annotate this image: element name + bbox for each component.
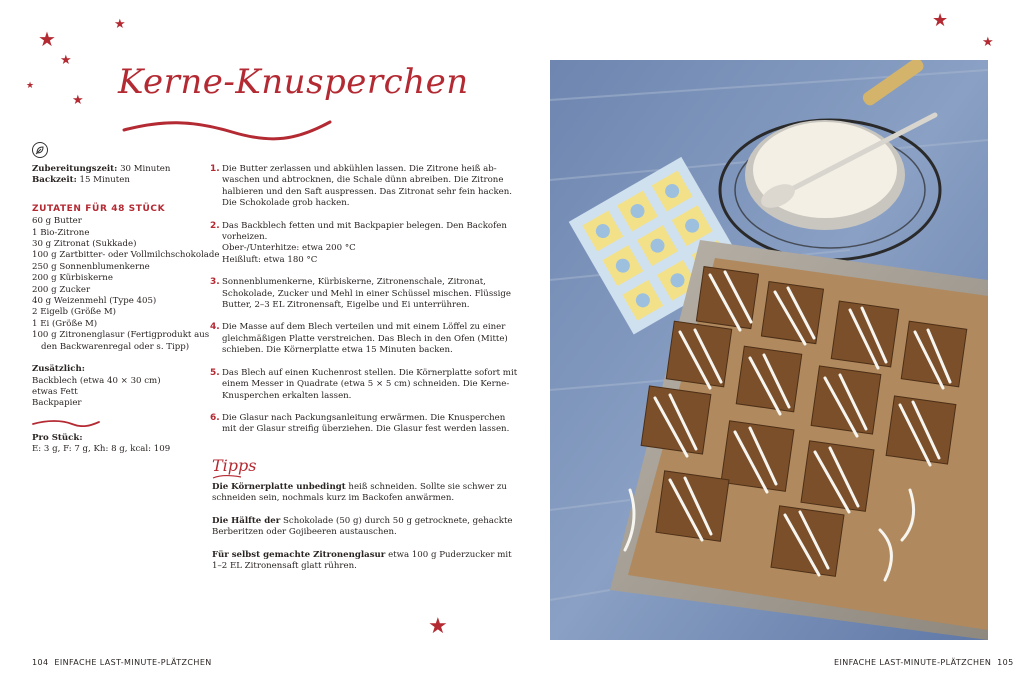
step-number: 3. [210, 277, 220, 288]
chapter-title-right: EINFACHE LAST-MINUTE-PLÄTZCHEN [834, 658, 992, 667]
leaf-icon [32, 142, 48, 158]
ingredient-item: 1 Bio-Zitrone [32, 227, 90, 238]
ingredient-item: 200 g Kürbiskerne [32, 273, 113, 284]
recipe-title-block [118, 62, 469, 142]
page-number-left: 104 [32, 658, 49, 667]
star-icon: ★ [60, 53, 72, 68]
ingredient-item: den Backwarenregal oder s. Tipp) [41, 341, 190, 352]
footer-right [834, 658, 1014, 667]
ingredient-item: 250 g Sonnenblumenkerne [32, 261, 150, 272]
bake-time: Backzeit: 15 Minuten [32, 175, 130, 186]
chapter-title-left: EINFACHE LAST-MINUTE-PLÄTZCHEN [54, 658, 212, 667]
tipps-list [212, 482, 513, 583]
instruction-step: 5. Das Blech auf einen Kuchenrost stellen. Die Körnerplatte sofort mit einem Messer in Quadrate (etwa 5 × 5 cm) schneiden. Die Kerne- Knusperchen erkalten lassen. [210, 367, 518, 401]
small-wave-divider [32, 419, 100, 427]
tip-item: Die Körnerplatte unbedingt heiß schneiden. Sollte sie schwer zu schneiden sein, nochmals kurz im Backofen anwärmen. [212, 482, 507, 504]
ingredient-item: 40 g Weizenmehl (Type 405) [32, 296, 157, 307]
star-icon: ★ [932, 10, 949, 31]
extras-item: Backpapier [32, 398, 82, 409]
ingredients-heading: ZUTATEN FÜR 48 STÜCK [32, 203, 166, 214]
ingredient-item: 30 g Zitronat (Sukkade) [32, 239, 137, 250]
step-number: 1. [210, 164, 220, 174]
tip-item: Für selbst gemachte Zitronenglasur etwa 100 g Puderzucker mit 1–2 EL Zitronensaft glatt rühren. [212, 549, 512, 572]
tip-item: Die Hälfte der Schokolade (50 g) durch 50 g getrocknete, gehackte Berberitzen oder Gojibeeren austauschen. [212, 515, 513, 538]
ingredient-item: 2 Eigelb (Größe M) [32, 307, 116, 318]
recipe-info-column [32, 164, 220, 456]
instruction-step: 3. Sonnenblumenkerne, Kürbiskerne, Zitronenschale, Zitronat, Schokolade, Zucker und Mehl in einer Schüssel mischen. Flüssige Butter, 2–3 EL Zitronensaft, Eigelbe und Ei unterrühren. [210, 277, 511, 311]
step-number: 5. [210, 367, 220, 378]
star-icon: ★ [982, 35, 994, 50]
extras-item: etwas Fett [32, 386, 78, 397]
ingredient-item: 60 g Butter [32, 216, 82, 227]
ingredient-item: 1 Ei (Größe M) [32, 318, 98, 329]
ingredient-item: 100 g Zitronenglasur (Fertigprodukt aus [32, 330, 210, 341]
ingredient-item: 200 g Zucker [32, 284, 91, 295]
star-icon: ★ [26, 81, 35, 91]
instructions-list [210, 164, 518, 447]
extras-heading: Zusätzlich: [32, 364, 85, 375]
nutrition-value: E: 3 g, F: 7 g, Kh: 8 g, kcal: 109 [32, 444, 171, 455]
tipps-underline [212, 474, 242, 480]
recipe-title: Kerne-Knusperchen [118, 62, 469, 102]
step-number: 6. [210, 412, 220, 423]
prep-time: Zubereitungszeit: 30 Minuten [32, 164, 171, 174]
cookie-tray-photo [550, 60, 988, 640]
instruction-step: 4. Die Masse auf dem Blech verteilen und mit einem Löffel zu einer gleichmäßigen Platte verstreichen. Das Blech in den Ofen (Mitte) schieben. Die Körnerplatte etwa 15 Minuten backen. [210, 322, 508, 356]
ingredient-item: 100 g Zartbitter- oder Vollmilchschokolade [32, 250, 220, 261]
instruction-step: 1. Die Butter zerlassen und abkühlen lassen. Die Zitrone heiß ab- waschen und abtrocknen, die Schale dünn abreiben. Die Zitrone halbieren und den Saft auspressen. Das Zitronat sehr fein hacken. Die Schokolade grob hacken. [210, 164, 513, 209]
star-icon: ★ [72, 93, 84, 108]
star-icon: ★ [38, 27, 56, 51]
footer-left [32, 658, 212, 667]
nutrition-heading: Pro Stück: [32, 432, 83, 443]
step-number: 2. [210, 220, 220, 231]
tipps-heading: Tipps [212, 456, 257, 475]
title-wave-divider [122, 112, 332, 142]
star-icon: ★ [114, 17, 126, 32]
extras-item: Backblech (etwa 40 × 30 cm) [32, 375, 161, 386]
page-number-right: 105 [997, 658, 1014, 667]
step-number: 4. [210, 322, 220, 333]
instruction-step: 2. Das Backblech fetten und mit Backpapier belegen. Den Backofen vorheizen. Ober-/Unterhitze: etwa 200 °C Heißluft: etwa 180 °C [210, 220, 507, 265]
star-icon: ★ [428, 614, 448, 639]
instruction-step: 6. Die Glasur nach Packungsanleitung erwärmen. Die Knusperchen mit der Glasur streifig überziehen. Die Glasur fest werden lassen. [210, 412, 510, 435]
